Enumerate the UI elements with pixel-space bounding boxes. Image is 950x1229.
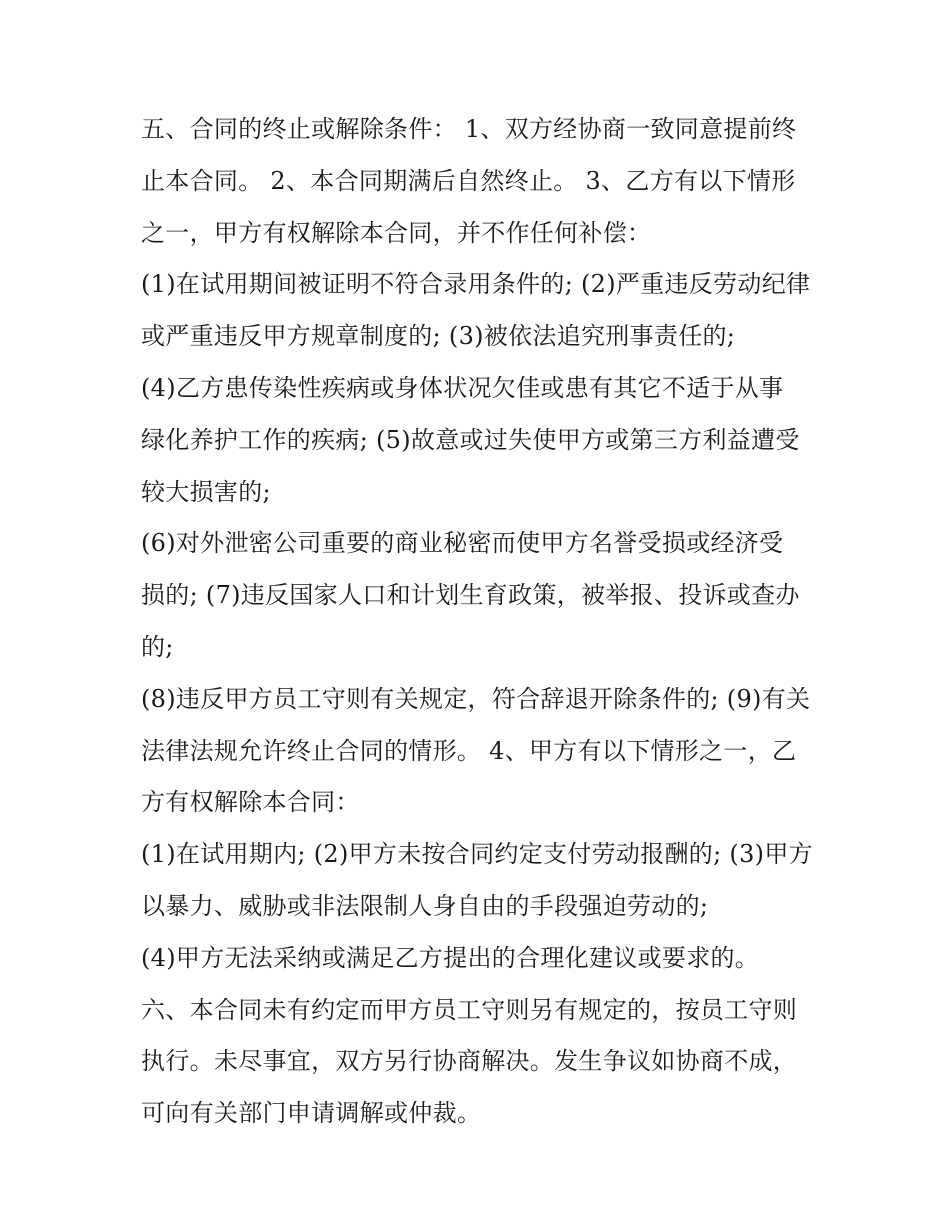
text-line: (8)违反甲方员工守则有关规定，符合辞退开除条件的; (9)有关	[141, 684, 811, 713]
text-line: 之一，甲方有权解除本合同，并不作任何补偿：	[141, 218, 652, 247]
text-line: (4)甲方无法采纳或满足乙方提出的合理化建议或要求的。	[141, 943, 760, 972]
text-line: 或严重违反甲方规章制度的; (3)被依法追究刑事责任的;	[141, 322, 736, 351]
text-line: (1)在试用期间被证明不符合录用条件的; (2)严重违反劳动纪律	[141, 270, 811, 299]
document-body	[141, 104, 821, 1140]
text-line: 止本合同。 2、本合同期满后自然终止。 3、乙方有以下情形	[141, 166, 796, 195]
text-line: 以暴力、威胁或非法限制人身自由的手段强迫劳动的;	[141, 891, 709, 920]
text-line: 法律法规允许终止合同的情形。 4、甲方有以下情形之一，乙	[141, 736, 797, 765]
text-line: 六、本合同未有约定而甲方员工守则另有规定的，按员工守则	[141, 995, 798, 1024]
text-line: 可向有关部门申请调解或仲裁。	[141, 1099, 482, 1128]
text-line: (6)对外泄密公司重要的商业秘密而使甲方名誉受损或经济受	[141, 529, 784, 558]
text-line: (4)乙方患传染性疾病或身体状况欠佳或患有其它不适于从事	[141, 373, 784, 402]
text-line: 五、合同的终止或解除条件： 1、双方经协商一致同意提前终	[141, 115, 797, 143]
text-line: (1)在试用期内; (2)甲方未按合同约定支付劳动报酬的; (3)甲方	[141, 840, 813, 869]
text-line: 损的; (7)违反国家人口和计划生育政策，被举报、投诉或查办	[141, 581, 800, 610]
text-line: 的;	[141, 632, 174, 661]
text-line: 较大损害的;	[141, 477, 271, 506]
text-line: 执行。未尽事宜，双方另行协商解决。发生争议如协商不成，	[141, 1047, 798, 1076]
text-line: 绿化养护工作的疾病; (5)故意或过失使甲方或第三方利益遭受	[141, 425, 800, 454]
text-line: 方有权解除本合同：	[141, 788, 360, 817]
